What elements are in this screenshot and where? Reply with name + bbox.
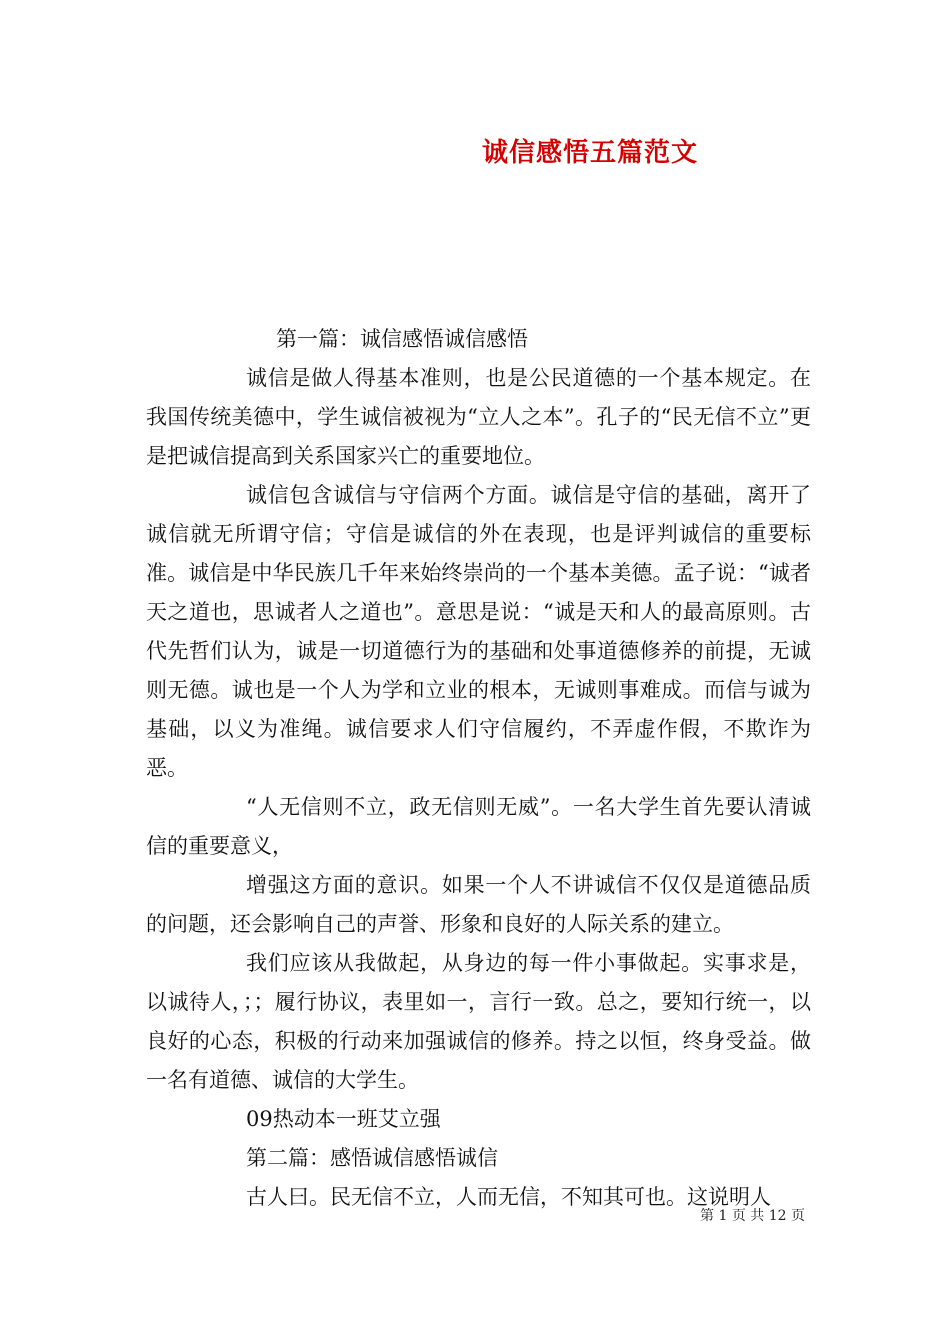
paragraph-3: “人无信则不立，政无信则无威”。一名大学生首先要认清诚信的重要意义， [146,795,811,858]
document-title: 诚信感悟五篇范文 [481,138,698,168]
document-body [146,320,811,1217]
paragraph-1: 诚信是做人得基本准则，也是公民道德的一个基本规定。在我国传统美德中，学生诚信被视为“立人之本”。孔子的“民无信不立”更是把诚信提高到关系国家兴亡的重要地位。 [146,366,811,468]
paragraph-2: 诚信包含诚信与守信两个方面。诚信是守信的基础，离开了诚信就无所谓守信；守信是诚信的外在表现，也是评判诚信的重要标准。诚信是中华民族几千年来始终崇尚的一个基本美德。孟子说：“诚者天之道也，思诚者人之道也”。意思是说：“诚是天和人的最高原则。古代先哲们认为，诚是一切道德行为的基础和处事道德修养的前提，无诚则无德。诚也是一个人为学和立业的根本，无诚则事难成。而信与诚为基础，以义为准绳。诚信要求人们守信履约，不弄虚作假，不欺诈为恶。 [146,483,811,780]
page-number-footer: 第 1 页 共 12 页 [700,1208,805,1224]
section-heading-2: 第二篇：感悟诚信感悟诚信 [246,1146,498,1170]
author-signature: 09热动本一班艾立强 [246,1107,441,1131]
paragraph-5: 我们应该从我做起，从身边的每一件小事做起。实事求是，以诚待人，；；履行协议，表里如一，言行一致。总之，要知行统一，以良好的心态，积极的行动来加强诚信的修养。持之以恒，终身受益。做一名有道德、诚信的大学生。 [146,951,811,1092]
paragraph-4: 增强这方面的意识。如果一个人不讲诚信不仅仅是道德品质的问题，还会影响自己的声誉、形象和良好的人际关系的建立。 [146,873,811,936]
section-heading-1: 第一篇：诚信感悟诚信感悟 [276,327,528,351]
paragraph-6: 古人曰。民无信不立，人而无信，不知其可也。这说明人 [246,1185,771,1209]
